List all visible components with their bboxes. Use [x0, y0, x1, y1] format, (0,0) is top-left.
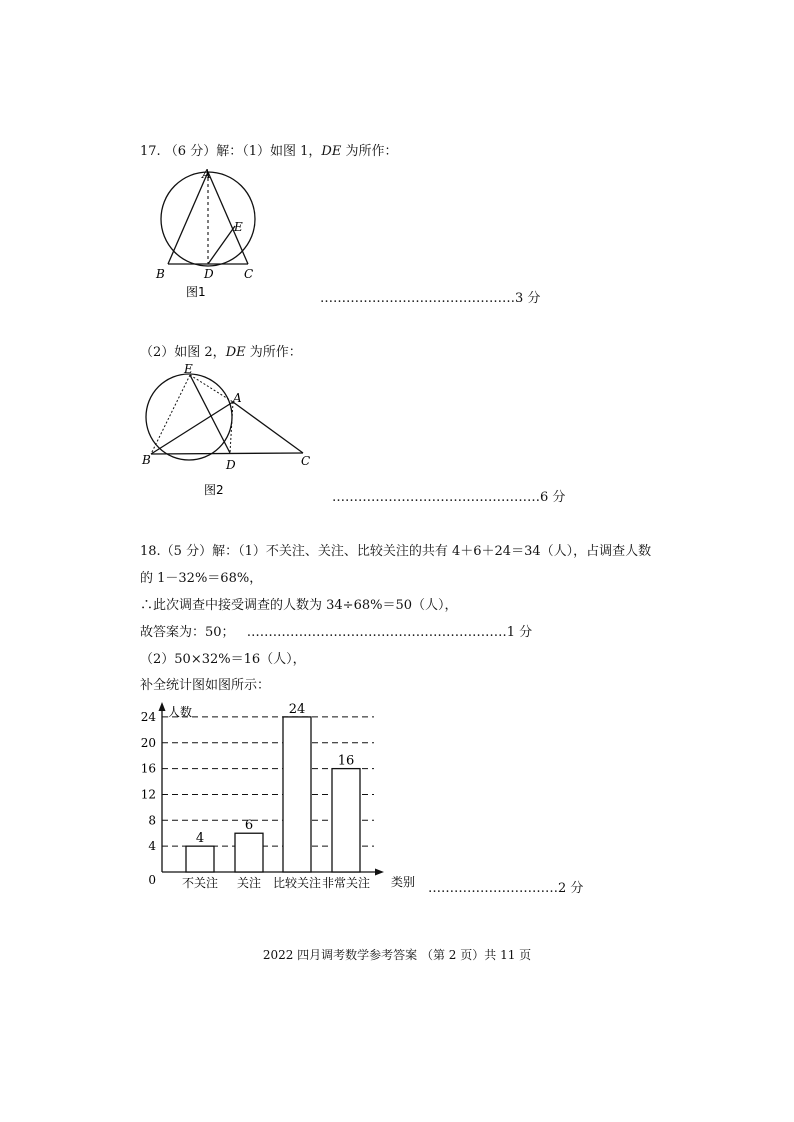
q17-part2-text: （2）如图 2，	[140, 345, 226, 360]
q18-line-2: 的 1－32%＝68%，	[140, 571, 263, 586]
fig2-label-b: B	[142, 453, 151, 467]
q17-score-1: ………………………………………3 分	[320, 291, 541, 306]
q17-tail-text-2: 为所作：	[245, 345, 302, 360]
bar-value-label-0: 4	[195, 831, 205, 847]
fig2-side-bc	[151, 453, 303, 454]
fig1-label-c: C	[244, 267, 254, 281]
bar-value-label-2: 24	[288, 701, 306, 717]
fig2-segment-de	[190, 375, 230, 453]
q18-answer-text: 故答案为：50；	[140, 625, 235, 640]
y-tick-labels	[141, 710, 157, 887]
y-tick-8: 8	[148, 813, 156, 828]
q17-de-label-1: DE	[321, 144, 342, 159]
y-axis-label: 人数	[168, 705, 193, 719]
fig1-segment-de	[208, 226, 235, 264]
y-tick-4: 4	[148, 839, 156, 854]
bar-0	[186, 846, 214, 872]
q18-line-3: ∴此次调查中接受调查的人数为 34÷68%＝50（人），	[140, 598, 458, 613]
figure-2	[138, 360, 328, 502]
q18-line-4	[140, 621, 532, 640]
fig2-label-c: C	[301, 454, 311, 468]
category-label-2: 比较关注	[272, 876, 322, 890]
q18-score-1: ……………………………………………………1 分	[246, 625, 533, 640]
fig1-caption: 图1	[186, 285, 206, 299]
y-tick-0: 0	[148, 873, 156, 887]
fig2-circle	[146, 374, 232, 460]
fig1-label-e: E	[234, 220, 243, 234]
fig2-label-a: A	[233, 391, 242, 405]
fig2-side-ac	[233, 402, 303, 453]
bar-value-label-3: 16	[337, 753, 355, 769]
fig2-caption: 图2	[204, 483, 224, 497]
q17-head-text: 17. （6 分）解：（1）如图 1，	[140, 144, 322, 159]
bar-3	[332, 769, 360, 872]
bar-1	[235, 833, 263, 872]
figure-1	[138, 165, 268, 315]
q17-tail-text-1: 为所作：	[341, 144, 398, 159]
y-tick-16: 16	[140, 761, 156, 776]
x-axis-label: 类别	[391, 875, 416, 889]
q17-score-2: …………………………………………6 分	[332, 490, 566, 505]
y-axis-arrow	[159, 702, 166, 711]
bar-value-label-1: 6	[244, 818, 254, 834]
fig1-label-b: B	[156, 267, 165, 281]
x-category-labels	[182, 875, 370, 890]
q18-score-2: …………………………2 分	[428, 881, 584, 896]
fig2-label-d: D	[226, 458, 236, 472]
bar-chart	[138, 700, 428, 896]
fig1-label-d: D	[204, 267, 214, 281]
category-label-3: 非常关注	[321, 876, 371, 890]
page-footer: 2022 四月调考数学参考答案 （第 2 页）共 11 页	[262, 948, 532, 962]
category-label-1: 关注	[236, 876, 262, 890]
q17-heading	[140, 140, 397, 159]
q18-line-6: 补全统计图如图所示：	[140, 678, 271, 693]
q17-de-label-2: DE	[225, 345, 246, 360]
y-tick-20: 20	[140, 735, 156, 750]
q18-line-5: （2）50×32%＝16（人），	[140, 652, 306, 667]
q18-line-1: 18.（5 分）解：（1）不关注、关注、比较关注的共有 4＋6＋24＝34（人），占调查人数	[140, 544, 652, 559]
fig1-label-a: A	[202, 167, 211, 181]
fig2-label-e: E	[184, 362, 193, 376]
y-tick-24: 24	[140, 709, 156, 724]
q17-part2-heading	[140, 341, 302, 360]
category-label-0: 不关注	[181, 876, 219, 890]
bar-2	[283, 717, 311, 872]
y-tick-12: 12	[140, 787, 156, 802]
x-axis-arrow	[375, 869, 384, 876]
